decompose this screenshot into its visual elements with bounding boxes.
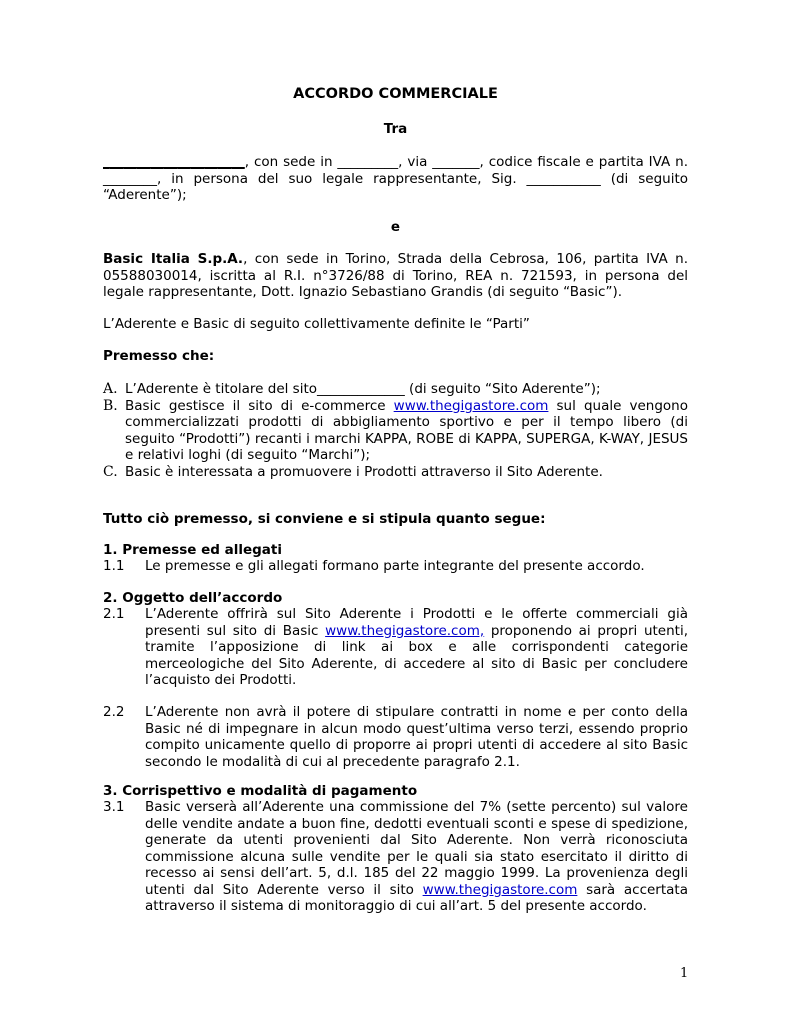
section2-heading: 2. Oggetto dell’accordo xyxy=(103,590,283,606)
clause-number: 2.1 xyxy=(103,606,125,622)
thegigastore-link[interactable]: www.thegigastore.com, xyxy=(325,622,485,639)
premesso-heading: Premesso che: xyxy=(103,348,215,364)
clause-text: sarà accertata attraverso il sistema di monitoraggio di cui all’art. 5 del presente accordo. xyxy=(145,881,688,914)
list-item xyxy=(103,381,688,398)
list-text: Basic è interessata a promuovere i Prodotti attraverso il Sito Aderente. xyxy=(125,463,603,480)
clause-2-2 xyxy=(103,704,688,770)
section3-heading: 3. Corrispettivo e modalità di pagamento xyxy=(103,783,418,799)
list-item xyxy=(103,464,688,481)
party1-paragraph xyxy=(103,154,688,204)
party2-paragraph xyxy=(103,251,688,301)
party1-blank: _____________________ xyxy=(103,154,245,170)
thegigastore-link[interactable]: www.thegigastore.com xyxy=(393,397,549,414)
section1-heading: 1. Premesse ed allegati xyxy=(103,542,282,558)
party2-text: , con sede in Torino, Strada della Cebrosa, 106, partita IVA n. 05588030014, iscritta al R.I. n°3726/88 di Torino, REA n. 721593, in persona del legale rappresentante, Dott. Ignazio Sebastiano Grandis (di seguito “Basic”). xyxy=(103,251,688,300)
clause-1-1 xyxy=(103,558,688,575)
thegigastore-link[interactable]: www.thegigastore.com xyxy=(422,881,578,898)
list-marker: A. xyxy=(103,381,118,397)
list-text: Basic gestisce il sito di e-commerce xyxy=(125,397,394,414)
clause-text: proponendo ai propri utenti, tramite l’apposizione di link ai box e alle corrispondenti categorie merceologiche del Sito Aderente, di accedere al sito di Basic per concludere l’acquisto dei Prodotti. xyxy=(145,622,688,688)
list-marker: B. xyxy=(103,397,118,414)
e-heading: e xyxy=(390,219,401,235)
list-text: L’Aderente è titolare del sito_____________ (di seguito “Sito Aderente”); xyxy=(125,381,601,397)
party2-name: Basic Italia S.p.A. xyxy=(103,251,244,267)
premesse-list xyxy=(103,381,688,480)
tra-heading: Tra xyxy=(383,121,408,137)
document-title: ACCORDO COMMERCIALE xyxy=(293,86,498,102)
clause-number: 3.1 xyxy=(103,799,125,815)
list-marker: C. xyxy=(103,463,118,480)
clause-number: 1.1 xyxy=(103,558,125,574)
clause-text: L’Aderente non avrà il potere di stipulare contratti in nome e per conto della Basic né di impegnare in alcun modo quest’ultima verso terzi, essendo proprio compito unicamente quello di proporre ai propri utenti di accedere al sito Basic secondo le modalità di cui al precedente paragrafo 2.1. xyxy=(145,704,688,770)
clause-text: Le premesse e gli allegati formano parte integrante del presente accordo. xyxy=(145,558,645,574)
list-item xyxy=(103,398,688,464)
page-number: 1 xyxy=(680,966,689,981)
clause-number: 2.2 xyxy=(103,704,125,720)
clause-3-1 xyxy=(103,799,688,915)
party1-text: , con sede in _________, via _______, codice fiscale e partita IVA n. ________, in persona del suo legale rappresentante, Sig. ___________ (di seguito “Aderente”); xyxy=(103,154,688,203)
list-text: sul quale vengono commercializzati prodotti di abbigliamento sportivo e per il tempo libero (di seguito “Prodotti”) recanti i marchi KAPPA, ROBE di KAPPA, SUPERGA, K-WAY, JESUS e relativi loghi (di seguito “Marchi”); xyxy=(125,397,689,463)
parti-paragraph: L’Aderente e Basic di seguito collettivamente definite le “Parti” xyxy=(103,316,530,332)
clause-text: L’Aderente offrirà sul Sito Aderente i Prodotti e le offerte commerciali già presenti sul sito di Basic xyxy=(145,606,688,639)
clause-text: Basic verserà all’Aderente una commissione del 7% (sette percento) sul valore delle vendite andate a buon fine, dedotti eventuali sconti e spese di spedizione, generate da utenti provenienti dal Sito Aderente. Non verrà riconosciuta commissione alcuna sulle vendite per le quali sia stato esercitato il diritto di recesso ai sensi dell’art. 5, d.l. 185 del 22 maggio 1999. La provenienza degli utenti dal Sito Aderente verso il sito xyxy=(145,799,688,898)
clause-2-1 xyxy=(103,606,688,689)
tutto-heading: Tutto ciò premesso, si conviene e si stipula quanto segue: xyxy=(103,511,546,527)
